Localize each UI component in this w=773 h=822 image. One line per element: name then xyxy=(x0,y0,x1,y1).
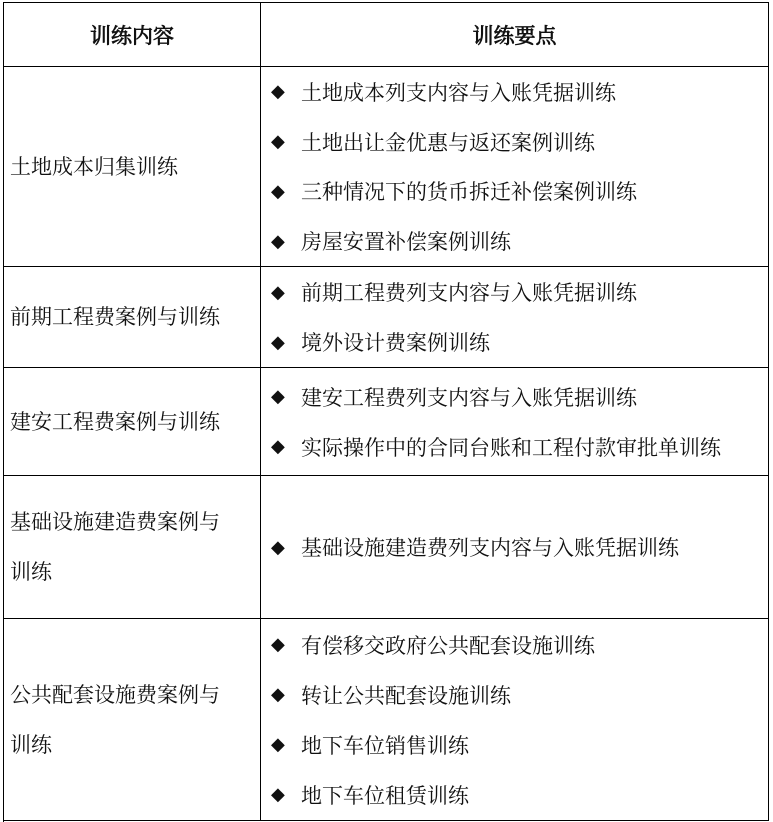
training-content-text: 公共配套设施费案例与 xyxy=(10,682,220,707)
training-content xyxy=(4,476,261,618)
diamond-bullet-icon: ◆ xyxy=(271,386,285,407)
training-point-text: 有偿移交政府公共配套设施训练 xyxy=(301,633,595,658)
training-point xyxy=(271,620,595,670)
training-point xyxy=(271,67,616,117)
table-header-row xyxy=(4,3,769,67)
training-point xyxy=(271,317,490,367)
training-point-text: 基础设施建造费列支内容与入账凭据训练 xyxy=(301,536,679,560)
diamond-bullet-icon: ◆ xyxy=(271,180,285,202)
training-point-text: 转让公共配套设施训练 xyxy=(301,683,511,708)
training-point xyxy=(271,670,511,720)
diamond-bullet-icon: ◆ xyxy=(271,281,285,303)
training-content xyxy=(4,368,261,475)
diamond-bullet-icon: ◆ xyxy=(271,634,285,655)
diamond-bullet-icon: ◆ xyxy=(271,331,285,353)
training-point-text: 境外设计费案例训练 xyxy=(301,331,490,355)
training-content xyxy=(4,619,261,820)
training-points xyxy=(261,267,769,367)
training-point xyxy=(271,372,637,422)
training-content-text: 土地成本归集训练 xyxy=(10,154,178,179)
training-content-text: 训练 xyxy=(10,732,52,757)
training-points xyxy=(261,67,769,266)
training-point xyxy=(271,167,637,217)
header-training-content: 训练内容 xyxy=(4,3,261,66)
header-training-points: 训练要点 xyxy=(261,3,769,66)
diamond-bullet-icon: ◆ xyxy=(271,230,285,252)
training-point-text: 地下车位租赁训练 xyxy=(301,783,469,808)
training-table xyxy=(3,2,769,822)
training-point xyxy=(271,422,721,472)
training-point-text: 三种情况下的货币拆迁补偿案例训练 xyxy=(301,180,637,205)
training-content-text: 建安工程费案例与训练 xyxy=(10,409,220,434)
diamond-bullet-icon: ◆ xyxy=(271,734,285,755)
diamond-bullet-icon: ◆ xyxy=(271,784,285,805)
training-content xyxy=(4,267,261,367)
table-row xyxy=(4,67,769,267)
diamond-bullet-icon: ◆ xyxy=(271,684,285,705)
training-point-text: 建安工程费列支内容与入账凭据训练 xyxy=(301,385,637,410)
training-points xyxy=(261,619,769,820)
training-points xyxy=(261,368,769,475)
training-content xyxy=(4,67,261,266)
training-point-text: 土地成本列支内容与入账凭据训练 xyxy=(301,80,616,105)
training-point xyxy=(271,117,595,167)
training-content-text: 训练 xyxy=(10,560,52,584)
training-content-text: 前期工程费案例与训练 xyxy=(10,305,220,329)
training-point xyxy=(271,522,679,572)
training-point xyxy=(271,216,511,266)
table-row xyxy=(4,476,769,619)
training-point-text: 地下车位销售训练 xyxy=(301,733,469,758)
table-row xyxy=(4,267,769,368)
table-row xyxy=(4,368,769,476)
training-point-text: 实际操作中的合同台账和工程付款审批单训练 xyxy=(301,435,721,460)
training-content-text: 基础设施建造费案例与 xyxy=(10,510,220,534)
training-point xyxy=(271,720,469,770)
training-point-text: 土地出让金优惠与返还案例训练 xyxy=(301,130,595,155)
table-row xyxy=(4,619,769,821)
diamond-bullet-icon: ◆ xyxy=(271,131,285,153)
training-point-text: 房屋安置补偿案例训练 xyxy=(301,230,511,255)
diamond-bullet-icon: ◆ xyxy=(271,436,285,457)
diamond-bullet-icon: ◆ xyxy=(271,81,285,103)
training-point-text: 前期工程费列支内容与入账凭据训练 xyxy=(301,281,637,305)
training-points xyxy=(261,476,769,618)
training-point xyxy=(271,770,469,820)
diamond-bullet-icon: ◆ xyxy=(271,536,285,558)
training-point xyxy=(271,267,637,317)
